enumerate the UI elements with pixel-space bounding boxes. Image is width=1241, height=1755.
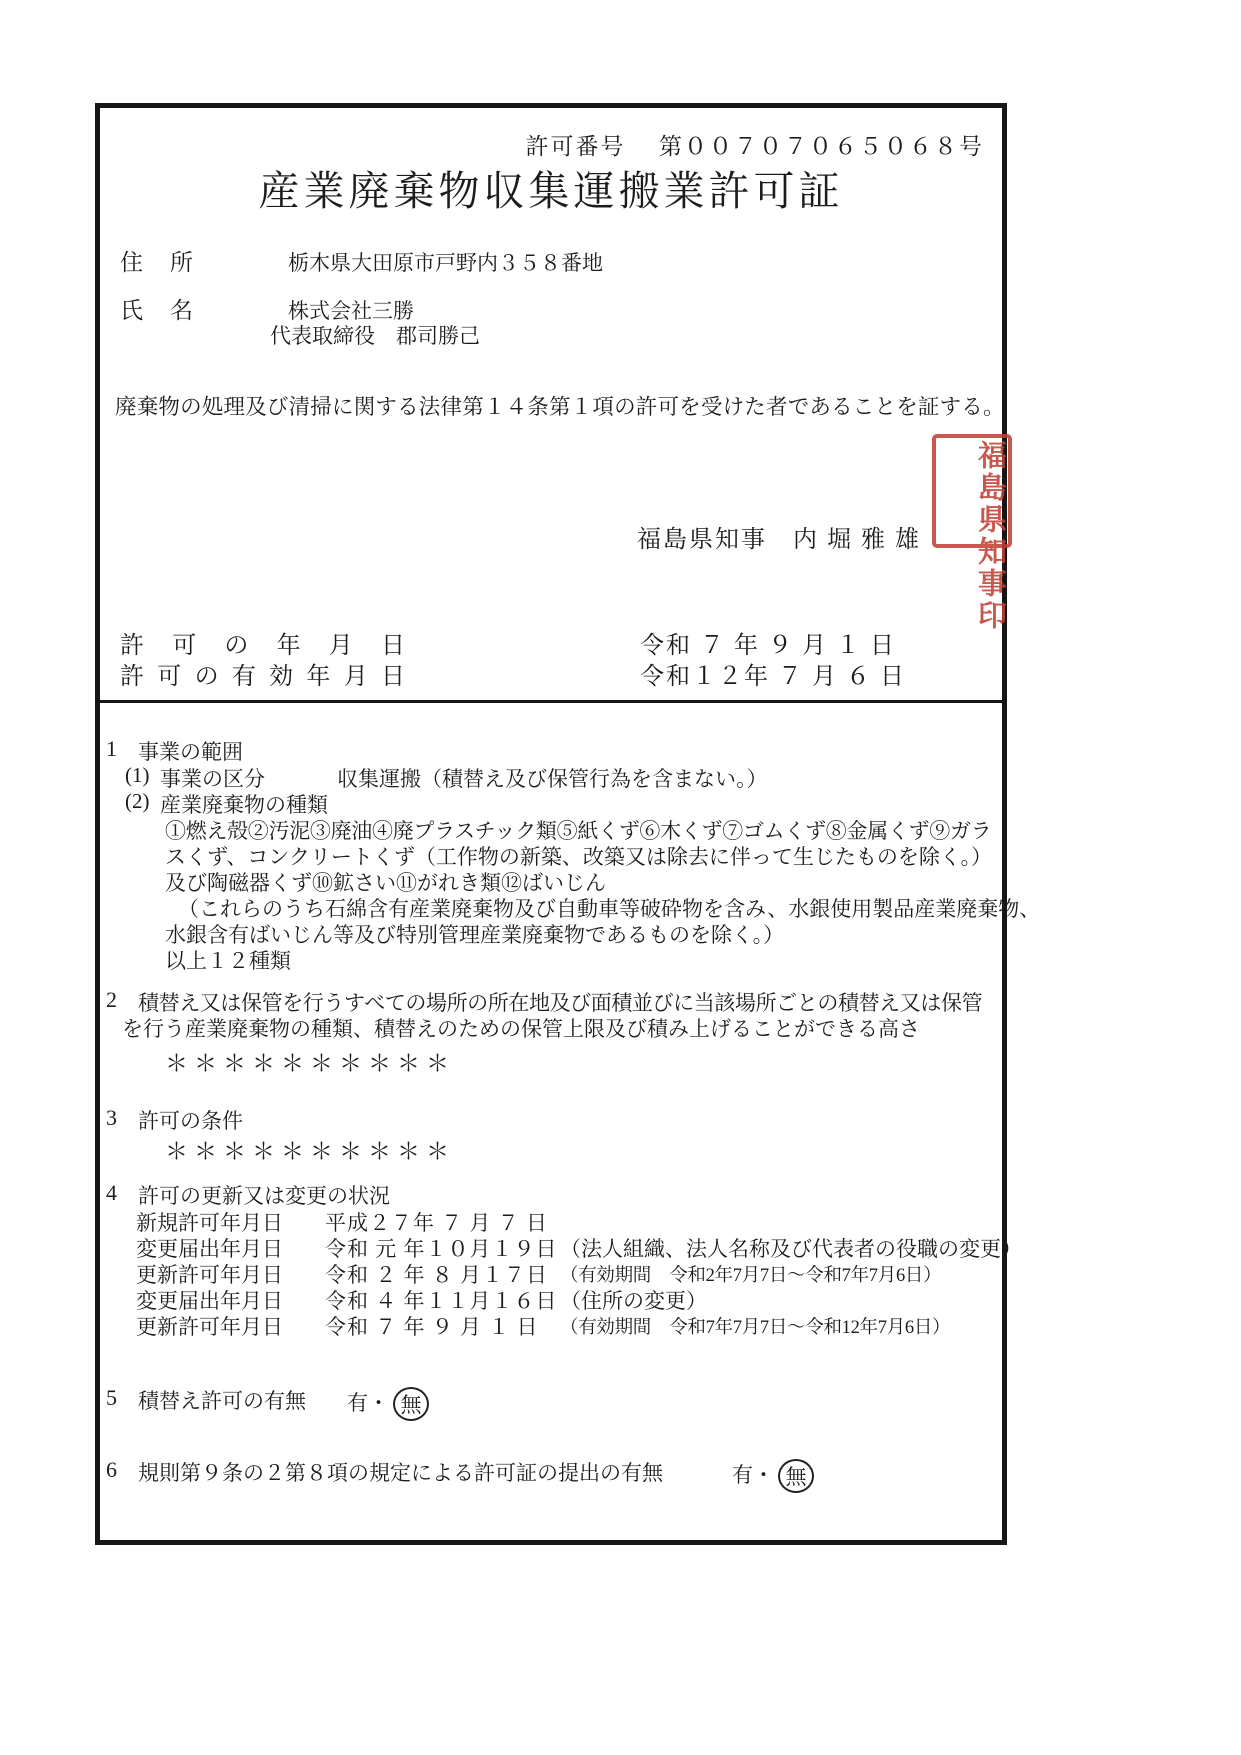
section-1-number: 1 <box>106 736 117 761</box>
s1-waste-line-1: ①燃え殻②汚泥③廃油④廃プラスチック類⑤紙くず⑥木くず⑦ゴムくず⑧金属くず⑨ガラ <box>165 819 992 843</box>
permit-number-value: 第００７０７０６５０６８号 <box>659 134 984 159</box>
s6-options <box>732 1457 814 1491</box>
s4-row-4-label: 変更届出年月日 <box>136 1289 283 1313</box>
s5-options <box>347 1385 429 1419</box>
name-label: 氏 名 <box>120 298 195 323</box>
s5-option-no-circled <box>393 1387 429 1421</box>
s4-row-4-date: 令和 ４ 年１１月１６日 <box>325 1289 558 1313</box>
address-label: 住 所 <box>120 250 195 275</box>
s5-option-dot: ・ <box>368 1391 389 1415</box>
company-name-value: 株式会社三勝 <box>288 299 414 323</box>
representative-name-value: 代表取締役 郡司勝己 <box>270 324 480 348</box>
governor-seal-stamp: 福島県知事印 <box>932 434 1012 548</box>
section-5-number: 5 <box>106 1385 117 1410</box>
section-6-label: 規則第９条の２第８項の規定による許可証の提出の有無 <box>138 1461 663 1485</box>
section-3-heading: 許可の条件 <box>138 1109 243 1133</box>
s1-waste-line-3: 及び陶磁器くず⑩鉱さい⑪がれき類⑫ばいじん <box>165 871 606 895</box>
s4-row-2-note: （法人組織、法人名称及び代表者の役職の変更） <box>560 1237 1022 1261</box>
s1-item1-no: (1) <box>125 763 150 787</box>
section-4-number: 4 <box>106 1180 117 1205</box>
s4-row-2-date: 令和 元 年１０月１９日 <box>325 1237 558 1261</box>
s6-option-dot: ・ <box>753 1463 774 1487</box>
s1-item2-label: 産業廃棄物の種類 <box>160 793 328 817</box>
s4-row-1-date: 平成２７年 ７ 月 ７ 日 <box>325 1211 548 1235</box>
s3-redacted-value: ＊＊＊＊＊＊＊＊＊＊ <box>165 1139 455 1164</box>
permit-number-label: 許可番号 <box>525 134 626 159</box>
s1-waste-line-2: スくず、コンクリートくず（工作物の新築、改築又は除去に伴って生じたものを除く。） <box>165 845 992 869</box>
s4-row-5-date: 令和 ７ 年 ９ 月 １ 日 <box>325 1315 539 1339</box>
permit-date-label: 許可の年月日 <box>120 633 405 659</box>
address-row <box>120 244 603 277</box>
s4-row-1-label: 新規許可年月日 <box>136 1211 283 1235</box>
valid-date-value: 令和１２年 ７ 月 ６ 日 <box>640 664 906 690</box>
certification-text: 廃棄物の処理及び清掃に関する法律第１４条第１項の許可を受けた者であることを証する。 <box>115 395 1005 419</box>
issuer-line: 福島県知事 内 堀 雅 雄 <box>637 527 921 553</box>
s4-row-5-note: （有効期間 令和7年7月7日～令和12年7月6日） <box>560 1318 951 1338</box>
section-1-heading: 事業の範囲 <box>138 740 243 764</box>
s4-row-4-note: （住所の変更） <box>560 1289 707 1313</box>
section-2-number: 2 <box>106 987 117 1012</box>
valid-date-label: 許可の有効年月日 <box>120 664 405 690</box>
s5-option-no: 無 <box>400 1393 422 1417</box>
permit-date-value: 令和 ７ 年 ９ 月 １ 日 <box>640 633 896 659</box>
s4-row-3-date: 令和 ２ 年 ８ 月１７日 <box>325 1263 548 1287</box>
s2-line-1: 積替え又は保管を行うすべての場所の所在地及び面積並びに当該場所ごとの積替え又は保管 <box>138 991 983 1015</box>
s4-row-3-note: （有効期間 令和2年7月7日～令和7年7月6日） <box>560 1266 942 1286</box>
s1-note-line-1: （これらのうち石綿含有産業廃棄物及び自動車等破砕物を含み、水銀使用製品産業廃棄物、 <box>178 897 1041 921</box>
document-title: 産業廃棄物収集運搬業許可証 <box>258 168 844 214</box>
s1-total-kinds: 以上１２種類 <box>165 949 291 973</box>
permit-number-line <box>526 128 985 161</box>
s2-redacted-value: ＊＊＊＊＊＊＊＊＊＊ <box>165 1051 455 1076</box>
s4-row-3-label: 更新許可年月日 <box>136 1263 283 1287</box>
s6-option-no: 無 <box>785 1465 807 1489</box>
s5-option-yes: 有 <box>347 1391 368 1415</box>
s1-note-line-2: 水銀含有ばいじん等及び特別管理産業廃棄物であるものを除く。） <box>165 923 785 947</box>
s2-line-2: を行う産業廃棄物の種類、積替えのための保管上限及び積み上げることができる高さ <box>122 1017 920 1041</box>
s1-item2-no: (2) <box>125 789 150 813</box>
section-4-heading: 許可の更新又は変更の状況 <box>138 1184 390 1208</box>
section-3-number: 3 <box>106 1105 117 1130</box>
s1-item1-label: 事業の区分 <box>160 767 265 791</box>
address-value: 栃木県大田原市戸野内３５８番地 <box>288 251 603 275</box>
s4-row-2-label: 変更届出年月日 <box>136 1237 283 1261</box>
s4-row-5-label: 更新許可年月日 <box>136 1315 283 1339</box>
section-5-label: 積替え許可の有無 <box>138 1389 306 1413</box>
section-6-number: 6 <box>106 1457 117 1482</box>
s6-option-yes: 有 <box>732 1463 753 1487</box>
section-divider-line <box>100 700 1002 703</box>
s1-item1-value: 収集運搬（積替え及び保管行為を含まない。） <box>337 767 768 791</box>
s6-option-no-circled <box>778 1459 814 1493</box>
permit-border-frame <box>95 103 1041 1545</box>
